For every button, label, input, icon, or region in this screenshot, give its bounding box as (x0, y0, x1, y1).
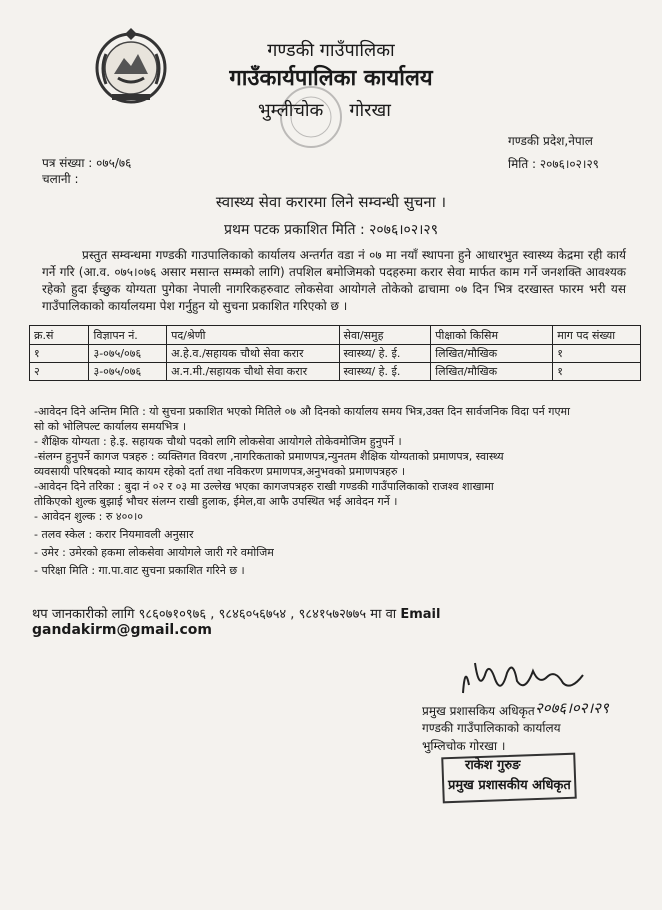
place-name: भुम्लीचोक (258, 100, 324, 121)
header-position: पद/श्रेणी (167, 326, 339, 345)
method-line-2: तोकिएको शुल्क बुझाई भौचर संलग्न राखी हुलाक, ईमेल,वा आफै उपस्थित भई आवेदन गर्ने । (34, 495, 398, 508)
office-name: गाउँकार्यपालिका कार्यालय (229, 66, 433, 91)
contact-line (32, 604, 440, 622)
cell-post-count: १ (553, 345, 641, 363)
signature-icon (455, 655, 595, 699)
province-text: गण्डकी प्रदेश,नेपाल (508, 134, 593, 148)
seal-officer-name: राकेश गुरुङ (465, 758, 521, 773)
contact-phones: थप जानकारीको लागि ९८६०७१०९७६ , ९८४६०५६७५४ , ९८४१५७२७७५ मा वा (32, 607, 397, 622)
cell-serial: २ (30, 363, 89, 381)
fee-line: - आवेदन शुल्क : रु ४००।० (34, 510, 143, 523)
seal-officer-title: प्रमुख प्रशासकीय अधिकृत (448, 778, 571, 793)
header-serial: क्र.सं (30, 326, 89, 345)
header-exam-type: पीक्षाको किसिम (431, 326, 553, 345)
handwritten-date: २०७६।०२।२९ (535, 699, 609, 717)
header-ad-no: विज्ञापन नं. (89, 326, 167, 345)
table-header-row (30, 326, 641, 345)
table-row (30, 345, 641, 363)
header-post-count: माग पद संख्या (553, 326, 641, 345)
cell-exam-type: लिखित/मौखिक (431, 363, 553, 381)
qualification-line: - शैक्षिक योग्यता : हे.इ. सहायक चौथो पदको लागि लोकसेवा आयोगले तोकेवमोजिम हुनुपर्ने । (34, 435, 402, 448)
deadline-line-2: सो को भोलिपल्ट कार्यालय समयभित्र । (34, 420, 187, 433)
vacancy-table (29, 325, 641, 381)
cell-ad-no: ३-०७५/०७६ (89, 345, 167, 363)
cell-ad-no: ३-०७५/०७६ (89, 363, 167, 381)
age-line: - उमेर : उमेरको हकमा लोकसेवा आयोगले जारी गरे वमोजिम (34, 546, 274, 559)
signatory-address: भुम्लिचोक गोरखा । (422, 739, 506, 753)
notice-details (34, 404, 634, 578)
cell-post-count: १ (553, 363, 641, 381)
method-line-1: -आवेदन दिने तरिका : बुदा नं ०२ र ०३ मा उल्लेख भएका कागजपत्रहरु राखी गण्डकी गाउँपालिकाको राजश्व शाखामा (34, 480, 494, 493)
publication-date: प्रथम पटक प्रकाशित मिति : २०७६।०२।२९ (224, 222, 438, 238)
contact-email[interactable]: gandakirm@gmail.com (32, 622, 212, 638)
exam-date-line: - परिक्षा मिति : गा.पा.वाट सुचना प्रकाशित गरिने छ । (34, 564, 245, 577)
letter-number: पत्र संख्या : ०७५/७६ (42, 156, 132, 170)
email-word: Email (400, 607, 441, 622)
cell-service: स्वास्थ्य/ हे. ई. (339, 363, 431, 381)
cell-position: अ.न.मी./सहायक चौथो सेवा करार (167, 363, 339, 381)
dispatch-number: चलानी : (42, 172, 79, 186)
salary-line: - तलव स्केल : करार नियमावली अनुसार (34, 528, 194, 541)
notice-subject: स्वास्थ्य सेवा करारमा लिने सम्वन्धी सुचना । (215, 193, 447, 211)
header-service: सेवा/समुह (339, 326, 431, 345)
cell-service: स्वास्थ्य/ हे. ई. (339, 345, 431, 363)
table-row (30, 363, 641, 381)
signatory-office: गण्डकी गाउँपालिकाको कार्यालय (422, 721, 561, 735)
cell-exam-type: लिखित/मौखिक (431, 345, 553, 363)
signatory-title: प्रमुख प्रशासकिय अधिकृत (422, 704, 535, 718)
documents-line-1: -संलग्न हुनुपर्ने कागज पत्रहरु : व्यक्तिगत विवरण ,नागरिकताको प्रमाणपत्र,न्युनतम शैक्षिक योग्यताको प्रमाणपत्र, स्वास्थ्य (34, 450, 504, 463)
office-address (258, 98, 391, 122)
intro-paragraph: प्रस्तुत सम्वन्धमा गण्डकी गाउपालिकाको कार्यालय अन्तर्गत वडा नं ०७ मा नयाँ स्थापना हुने आधारभुत स्वास्थ्य केद्रमा रही कार्य गर्ने गरि (आ.व. ०७५।०७६ असार मसान्त सम्मको लागि) तपशिल बमोजिमको पदहरुमा करार सेवा मार्फत काम गर्ने जनशक्ति आवश्यक रहेको हुदा ईच्छुक योग्यता पुगेका नेपाली नागरिकहरुवाट लोकसेवा आयोगले तोकेको ढाचामा ०७ दिन भित्र दरखास्त फारम भरी यस गाउँपालिकाको कार्यालयमा पेश गर्नुहुन यो सुचना प्रकाशित गरिएको छ । (42, 248, 626, 313)
district-name: गोरखा (349, 100, 391, 121)
cell-position: अ.हे.व./सहायक चौथो सेवा करार (167, 345, 339, 363)
cell-serial: १ (30, 345, 89, 363)
deadline-line-1: -आवेदन दिने अन्तिम मिति : यो सुचना प्रकाशित भएको मितिले ०७ औ दिनको कार्यालय समय भित्र,उक्त दिन सार्वजनिक विदा पर्न गएमा (34, 405, 570, 418)
letter-date: मिति : २०७६।०२।२९ (508, 157, 599, 171)
documents-line-2: व्यवसायी परिषदको म्याद कायम रहेको दर्ता तथा नविकरण प्रमाणपत्र,अनुभवको प्रमाणपत्रहरु । (34, 465, 406, 478)
municipality-name: गण्डकी गाउँपालिका (267, 40, 395, 61)
